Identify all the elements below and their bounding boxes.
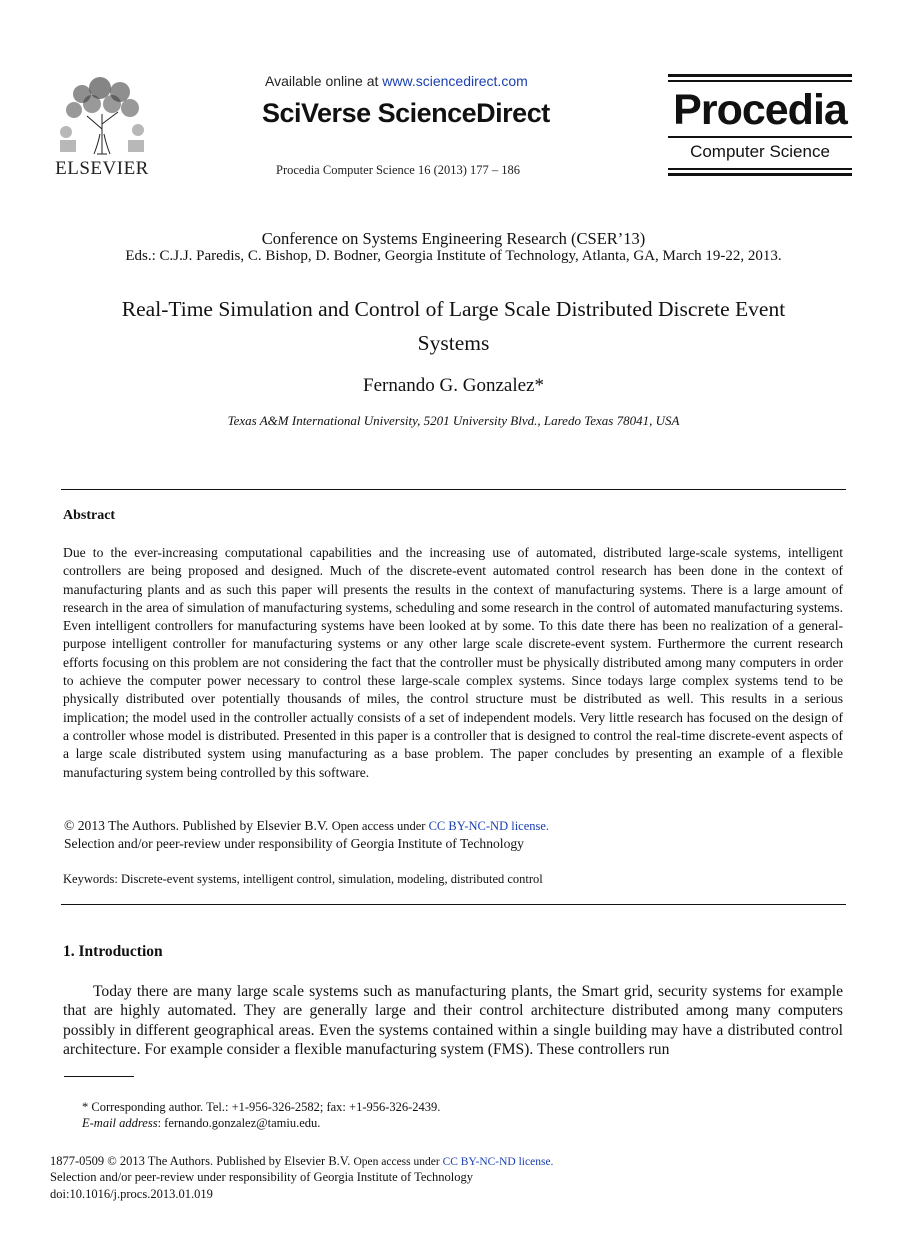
available-online-text bbox=[265, 73, 528, 89]
procedia-subtitle: Computer Science bbox=[690, 142, 830, 161]
elsevier-wordmark: ELSEVIER bbox=[55, 158, 149, 179]
author-affiliation: Texas A&M International University, 5201 University Blvd., Laredo Texas 78041, USA bbox=[227, 413, 680, 428]
conference-name: Conference on Systems Engineering Research (CSER’13) bbox=[261, 229, 646, 248]
license-link[interactable]: CC BY-NC-ND license. bbox=[428, 819, 550, 833]
email-value: : fernando.gonzalez@tamiu.edu. bbox=[157, 1116, 321, 1130]
available-online-prefix: Available online at bbox=[265, 73, 383, 89]
author-name: Fernando G. Gonzalez* bbox=[363, 375, 544, 396]
sciverse-sciencedirect-logo: SciVerse ScienceDirect bbox=[262, 98, 550, 128]
procedia-top-rule-thin bbox=[668, 80, 852, 82]
footer-peer-review: Selection and/or peer-review under responsibility of Georgia Institute of Technology bbox=[50, 1170, 473, 1184]
footer-issn-copyright: 1877-0509 © 2013 The Authors. Published by Elsevier B.V. bbox=[50, 1154, 354, 1168]
journal-reference: Procedia Computer Science 16 (2013) 177 – 186 bbox=[276, 163, 521, 177]
footnote-corresponding-author: * Corresponding author. Tel.: +1-956-326-2582; fax: +1-956-326-2439. bbox=[82, 1100, 441, 1114]
footer-doi[interactable]: doi:10.1016/j.procs.2013.01.019 bbox=[50, 1187, 213, 1201]
paper-title-line1: Real-Time Simulation and Control of Large Scale Distributed Discrete Event bbox=[121, 297, 786, 321]
introduction-heading: 1. Introduction bbox=[63, 943, 163, 960]
procedia-top-rule bbox=[668, 74, 852, 77]
procedia-mid-rule bbox=[668, 136, 852, 138]
footnote-email bbox=[82, 1116, 320, 1131]
sciencedirect-link[interactable]: www.sciencedirect.com bbox=[382, 73, 528, 89]
abstract-top-rule bbox=[61, 489, 846, 490]
procedia-logo bbox=[668, 74, 852, 176]
abstract-body: Due to the ever-increasing computational capabilities and the increasing use of automated, distributed large-scale systems, intelligent controllers are being proposed and designed. Much of the discrete-event automated control research has been done in the context of manufacturing plants and as such this paper will presents the results in the context of manufacturing systems. There is a large amount of research in the area of simulation of manufacturing systems, scheduling and some research in the control of automated manufacturing systems. Even intelligent controllers for manufacturing systems have been looked at by some. To this date there has been no realization of a general-purpose intelligent controller for manufacturing systems or any other large scale discrete-event system. Furthermore the current research efforts focusing on this problem are not considering the fact that the controller must be physically distributed among many computers in order to achieve the computer power necessary to control these large-scale complex systems. Since todays large complex systems tend to be physically distributed over potentially thousands of miles, the control structure must be distributed as well. This results in a serious implication; the model used in the controller actually consists of a set of independent models. Very little research has focused on the design of a controller whose model is distributed. Presented in this paper is a controller that is designed to control the real-time discrete-event aspects of a large scale distributed system using manufacturing as a base problem. The paper concludes by presenting an example of a flexible manufacturing system being controlled by this software. bbox=[63, 545, 843, 780]
abstract-bottom-rule bbox=[61, 904, 846, 905]
copyright-line bbox=[64, 817, 844, 835]
paper-title-line2: Systems bbox=[417, 331, 490, 355]
email-label: E-mail address bbox=[82, 1116, 158, 1130]
copyright-text: © 2013 The Authors. Published by Elsevier B.V. bbox=[64, 818, 332, 833]
footer-license-link[interactable]: CC BY-NC-ND license. bbox=[442, 1156, 554, 1168]
abstract-heading: Abstract bbox=[63, 508, 116, 523]
paper-title bbox=[60, 292, 847, 360]
peer-review-line: Selection and/or peer-review under responsibility of Georgia Institute of Technology bbox=[64, 836, 524, 851]
footer-open-access-text: Open access under bbox=[353, 1156, 443, 1168]
footnote-rule bbox=[64, 1076, 134, 1077]
footer-copyright bbox=[50, 1154, 553, 1169]
procedia-title: Procedia bbox=[673, 86, 847, 134]
keywords: Keywords: Discrete-event systems, intelligent control, simulation, modeling, distributed control bbox=[63, 872, 543, 886]
conference-editors: Eds.: C.J.J. Paredis, C. Bishop, D. Bodner, Georgia Institute of Technology, Atlanta, GA, March 19-22, 2013. bbox=[125, 248, 782, 264]
elsevier-tree-icon bbox=[52, 74, 152, 156]
procedia-bottom-rule bbox=[668, 173, 852, 176]
elsevier-logo bbox=[52, 74, 152, 179]
procedia-bottom-rule-thin bbox=[668, 168, 852, 170]
introduction-body: Today there are many large scale systems such as manufacturing plants, the Smart grid, security systems for example that are highly automated. They are generally large and their control architecture distributed among many computers possibly in different geographical areas. Even the systems contained within a single building may have a distributed control architecture. For example consider a flexible manufacturing system (FMS). These controllers run bbox=[63, 983, 843, 1058]
open-access-text: Open access under bbox=[331, 819, 429, 833]
abstract-copyright bbox=[64, 817, 844, 853]
